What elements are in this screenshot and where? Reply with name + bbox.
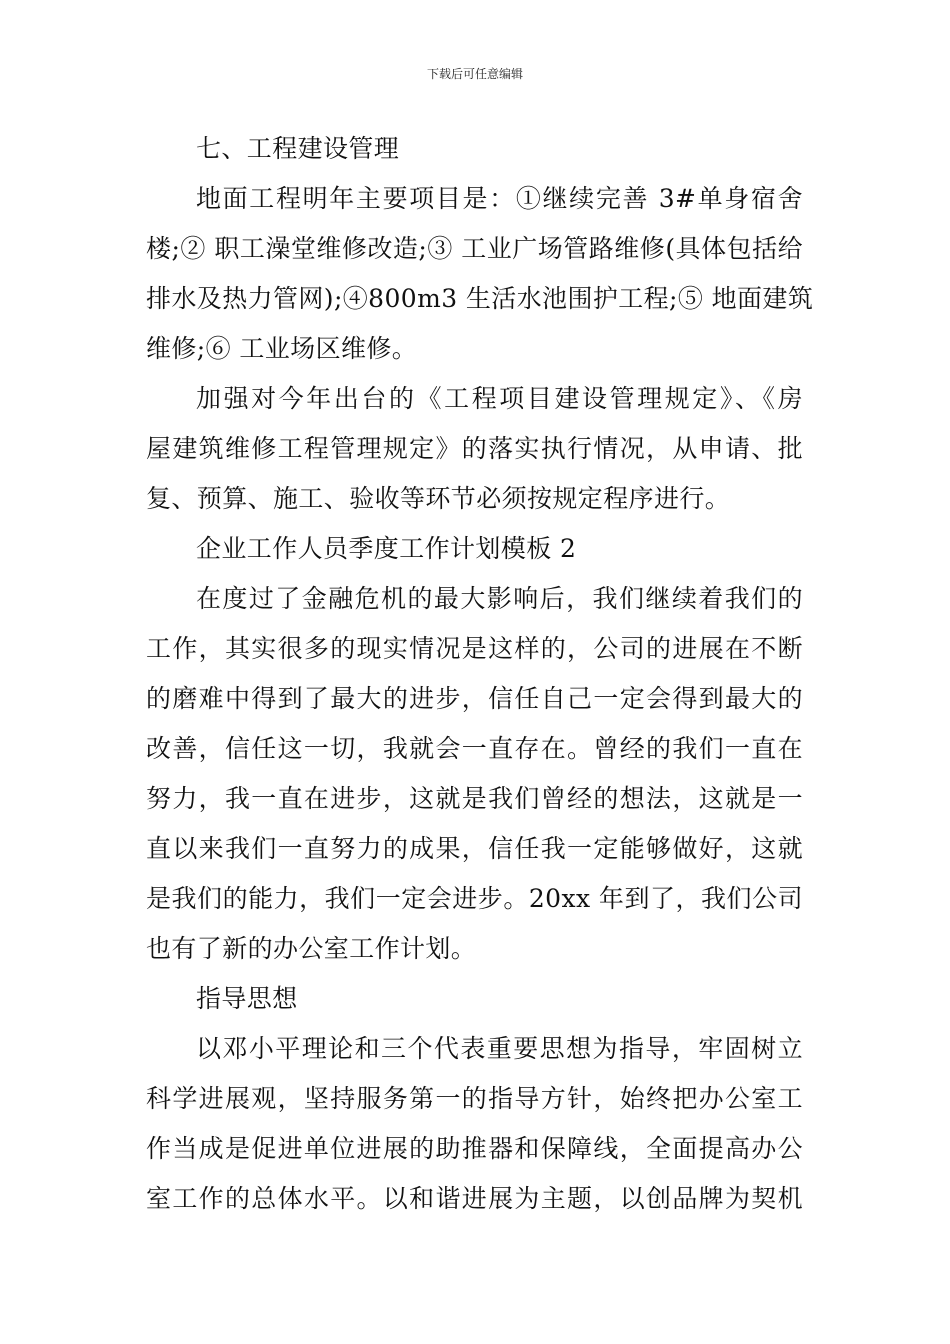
- paragraph-line: 努力，我一直在进步，这就是我们曾经的想法，这就是一: [146, 784, 803, 813]
- section-heading-engineering-management: 七、工程建设管理: [196, 134, 400, 163]
- paragraph-line: 科学进展观，坚持服务第一的指导方针，始终把办公室工: [146, 1084, 803, 1113]
- paragraph-line: 复、预算、施工、验收等环节必须按规定程序进行。: [146, 484, 731, 513]
- paragraph-line: 室工作的总体水平。以和谐进展为主题，以创品牌为契机: [146, 1184, 803, 1213]
- paragraph-line: 在度过了金融危机的最大影响后，我们继续着我们的: [196, 584, 803, 613]
- paragraph-line: 也有了新的办公室工作计划。: [146, 934, 477, 963]
- paragraph-line: 排水及热力管网);④800m3 生活水池围护工程;⑤ 地面建筑: [146, 284, 814, 313]
- paragraph-line: 改善，信任这一切，我就会一直存在。曾经的我们一直在: [146, 734, 803, 763]
- section-heading-guiding-ideology: 指导思想: [196, 984, 298, 1013]
- paragraph-line: 楼;② 职工澡堂维修改造;③ 工业广场管路维修(具体包括给: [146, 234, 803, 263]
- paragraph-line: 的磨难中得到了最大的进步，信任自己一定会得到最大的: [146, 684, 803, 713]
- paragraph-line: 直以来我们一直努力的成果，信任我一定能够做好，这就: [146, 834, 803, 863]
- page-header: 下载后可任意编辑: [426, 67, 523, 81]
- paragraph-line: 屋建筑维修工程管理规定》的落实执行情况，从申请、批: [146, 434, 803, 463]
- paragraph-line: 工作，其实很多的现实情况是这样的，公司的进展在不断: [146, 634, 803, 663]
- paragraph-line: 是我们的能力，我们一定会进步。20xx 年到了，我们公司: [146, 884, 803, 913]
- paragraph-line: 加强对今年出台的《工程项目建设管理规定》、《房: [196, 384, 803, 413]
- paragraph-line: 地面工程明年主要项目是：①继续完善 3#单身宿舍: [196, 184, 803, 213]
- document-title-template-2: 企业工作人员季度工作计划模板 2: [196, 534, 577, 563]
- paragraph-line: 作当成是促进单位进展的助推器和保障线，全面提高办公: [146, 1134, 803, 1163]
- paragraph-line: 以邓小平理论和三个代表重要思想为指导，牢固树立: [196, 1034, 803, 1063]
- paragraph-line: 维修;⑥ 工业场区维修。: [146, 334, 418, 363]
